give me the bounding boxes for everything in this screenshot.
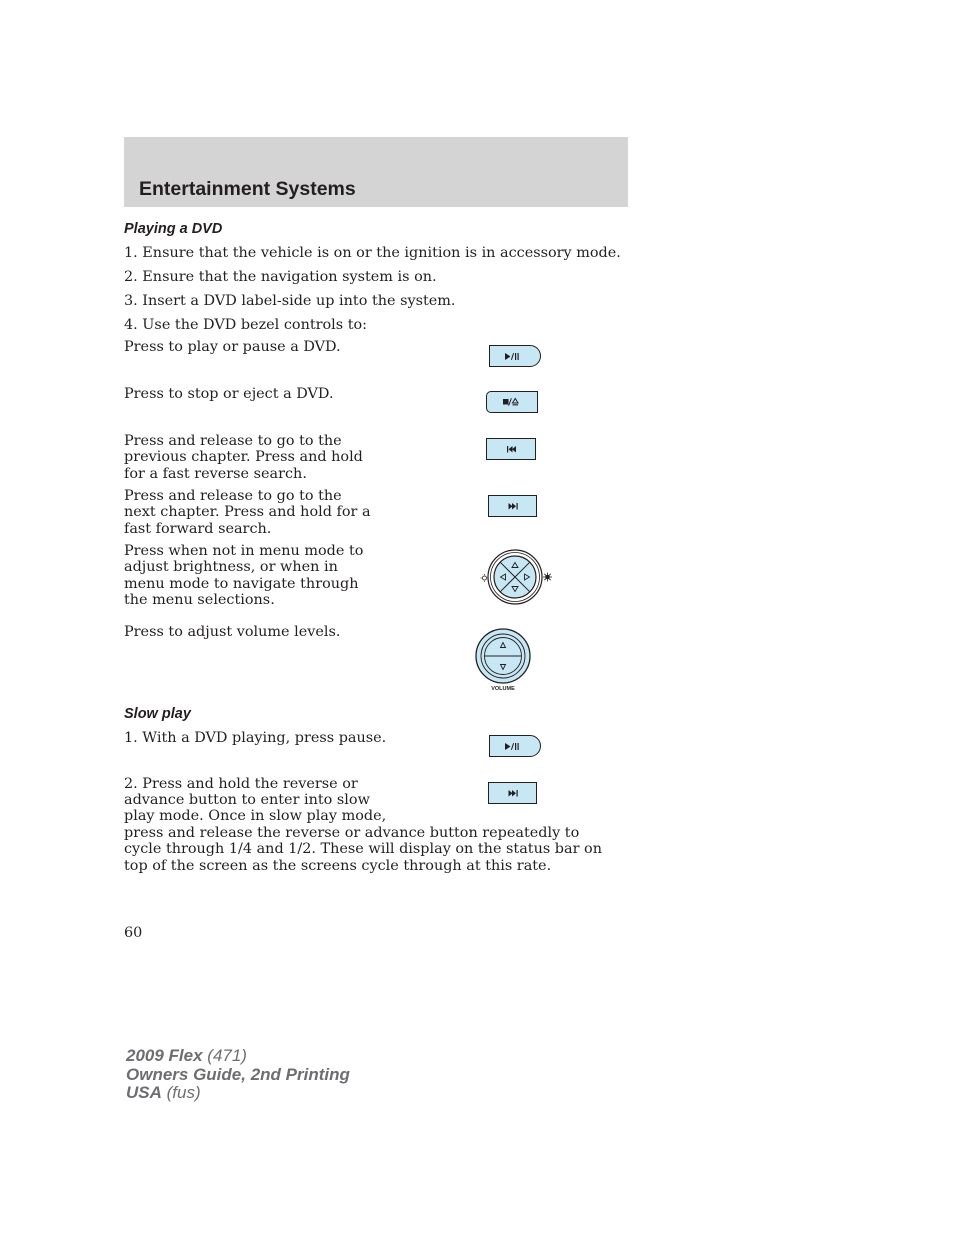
- step-2: 2. Ensure that the navigation system is on.: [124, 269, 437, 285]
- slow-play-pause-button[interactable]: [489, 735, 541, 757]
- footer-model-code: (471): [202, 1046, 247, 1065]
- stop-eject-icon: [487, 392, 539, 414]
- slow-play-step-1: 1. With a DVD playing, press pause.: [124, 730, 387, 746]
- subheading-slow-play: Slow play: [124, 706, 191, 722]
- next-chapter-icon: [489, 783, 538, 805]
- play-pause-icon: [490, 736, 542, 758]
- next-chapter-description: Press and release to go to the next chapter. Press and hold for a fast forward search.: [124, 488, 371, 537]
- navigation-dial-description: Press when not in menu mode to adjust brightness, or when in menu mode to navigate through the menu selections.: [124, 543, 364, 608]
- footer-guide-title: Owners Guide, 2nd Printing: [126, 1064, 350, 1084]
- brightness-low-icon: [481, 574, 489, 582]
- slow-play-step-2-line-2: advance button to enter into slow: [124, 792, 370, 808]
- step-3: 3. Insert a DVD label-side up into the system.: [124, 293, 456, 309]
- step-4: 4. Use the DVD bezel controls to:: [124, 317, 368, 333]
- brightness-high-icon: [543, 573, 552, 582]
- previous-chapter-button[interactable]: [486, 438, 536, 460]
- next-chapter-icon: [489, 496, 538, 518]
- volume-label: VOLUME: [491, 686, 515, 692]
- section-title: Entertainment Systems: [139, 178, 356, 200]
- document-footer: [126, 1047, 350, 1103]
- play-pause-button[interactable]: [489, 345, 541, 367]
- step-1: 1. Ensure that the vehicle is on or the ignition is in accessory mode.: [124, 245, 621, 261]
- footer-market-code: (fus): [161, 1083, 201, 1102]
- next-chapter-button[interactable]: [488, 495, 537, 517]
- play-pause-icon: [490, 346, 542, 368]
- slow-play-step-2-continued: press and release the reverse or advance button repeatedly to cycle through 1/4 and 1/2. These will display on the status bar on top of the screen as the screens cycle through at this rate.: [124, 825, 602, 874]
- stop-eject-description: Press to stop or eject a DVD.: [124, 386, 334, 402]
- slow-play-step-2-line-3: play mode. Once in slow play mode,: [124, 808, 387, 824]
- navigation-dial-icon[interactable]: [478, 547, 554, 607]
- previous-chapter-description: Press and release to go to the previous chapter. Press and hold for a fast reverse search.: [124, 433, 363, 482]
- previous-chapter-icon: [487, 439, 537, 461]
- slow-play-next-button[interactable]: [488, 782, 537, 804]
- volume-description: Press to adjust volume levels.: [124, 624, 341, 640]
- play-pause-description: Press to play or pause a DVD.: [124, 339, 341, 355]
- page-number: 60: [124, 925, 143, 941]
- footer-model-year: 2009 Flex: [126, 1046, 203, 1065]
- footer-market: USA: [126, 1083, 162, 1102]
- stop-eject-button[interactable]: [486, 391, 538, 413]
- volume-dial-icon[interactable]: [472, 627, 534, 693]
- subheading-playing-a-dvd: Playing a DVD: [124, 221, 223, 237]
- section-header-band: [124, 137, 628, 207]
- slow-play-step-2-line-1: 2. Press and hold the reverse or: [124, 776, 358, 792]
